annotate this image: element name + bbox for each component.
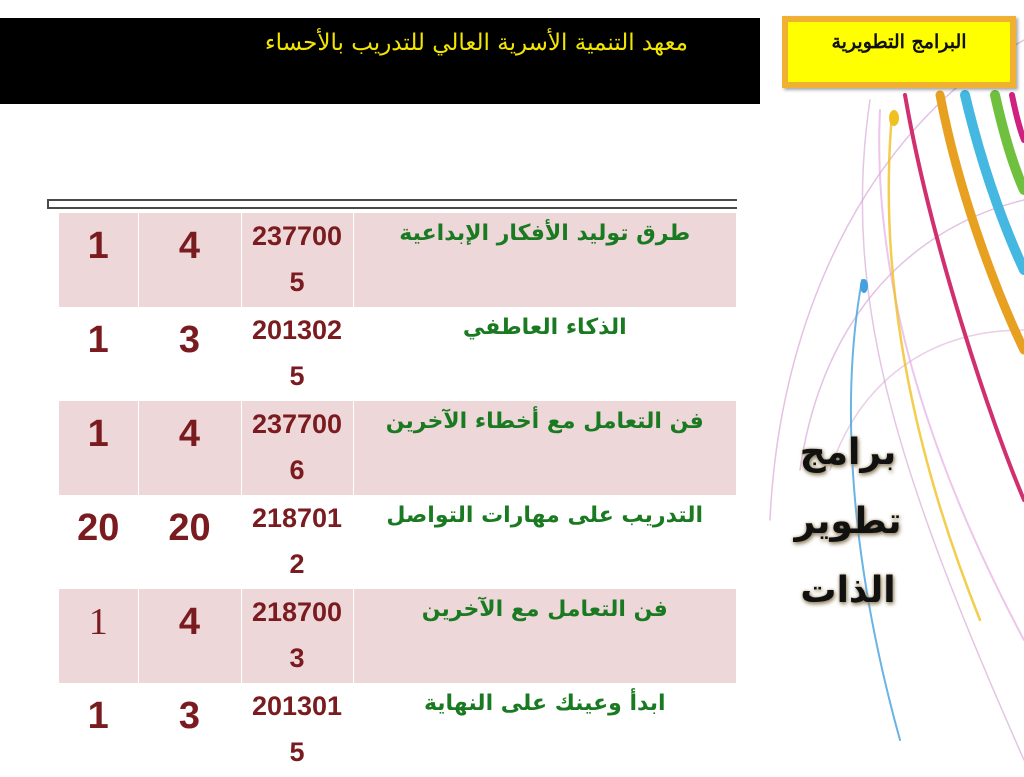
- code-value: 2013025: [251, 315, 343, 391]
- col1-cell: 1: [59, 401, 138, 495]
- course-name-cell: طرق توليد الأفكار الإبداعية: [399, 221, 691, 246]
- table-border: [47, 199, 737, 209]
- col2-cell: 4: [138, 589, 241, 683]
- table-row: [59, 307, 736, 401]
- code-value: 2377006: [251, 409, 343, 485]
- section-badge-label: البرامج التطويرية: [831, 31, 967, 53]
- code-value: 2013015: [251, 691, 343, 767]
- col1-cell: 20: [59, 495, 138, 589]
- col2-cell: 3: [138, 683, 241, 777]
- col2-cell: 20: [138, 495, 241, 589]
- code-cell: [241, 589, 353, 683]
- col1-cell: 1: [59, 589, 138, 683]
- side-title: [768, 418, 928, 625]
- course-name-cell: فن التعامل مع الآخرين: [421, 597, 668, 622]
- code-cell: [241, 307, 353, 401]
- table-row: [59, 495, 736, 589]
- course-name-cell: الذكاء العاطفي: [462, 315, 627, 340]
- header-bar: [0, 18, 760, 104]
- table-row: [59, 401, 736, 495]
- side-title-line: تطوير: [794, 501, 902, 542]
- code-value: 2187003: [251, 597, 343, 673]
- col1-cell: 1: [59, 683, 138, 777]
- table-row: [59, 213, 736, 307]
- course-name-cell: فن التعامل مع أخطاء الآخرين: [385, 409, 704, 434]
- col2-cell: 3: [138, 307, 241, 401]
- col1-cell: 1: [59, 307, 138, 401]
- side-title-line: الذات: [800, 570, 896, 611]
- course-name-cell: ابدأ وعينك على النهاية: [423, 691, 666, 716]
- code-value: 2187012: [251, 503, 343, 579]
- col1-cell: 1: [59, 213, 138, 307]
- page-title: معهد التنمية الأسرية العالي للتدريب بالأحساء: [264, 30, 688, 56]
- code-cell: [241, 683, 353, 777]
- code-value: 2377005: [251, 221, 343, 297]
- col2-cell: 4: [138, 213, 241, 307]
- table-row: [59, 589, 736, 683]
- courses-table: [59, 213, 736, 777]
- col2-cell: 4: [138, 401, 241, 495]
- table-row: [59, 683, 736, 777]
- section-badge: [782, 16, 1016, 88]
- code-cell: [241, 401, 353, 495]
- code-cell: [241, 495, 353, 589]
- code-cell: [241, 213, 353, 307]
- side-title-line: برامج: [799, 432, 897, 473]
- course-name-cell: التدريب على مهارات التواصل: [386, 503, 704, 528]
